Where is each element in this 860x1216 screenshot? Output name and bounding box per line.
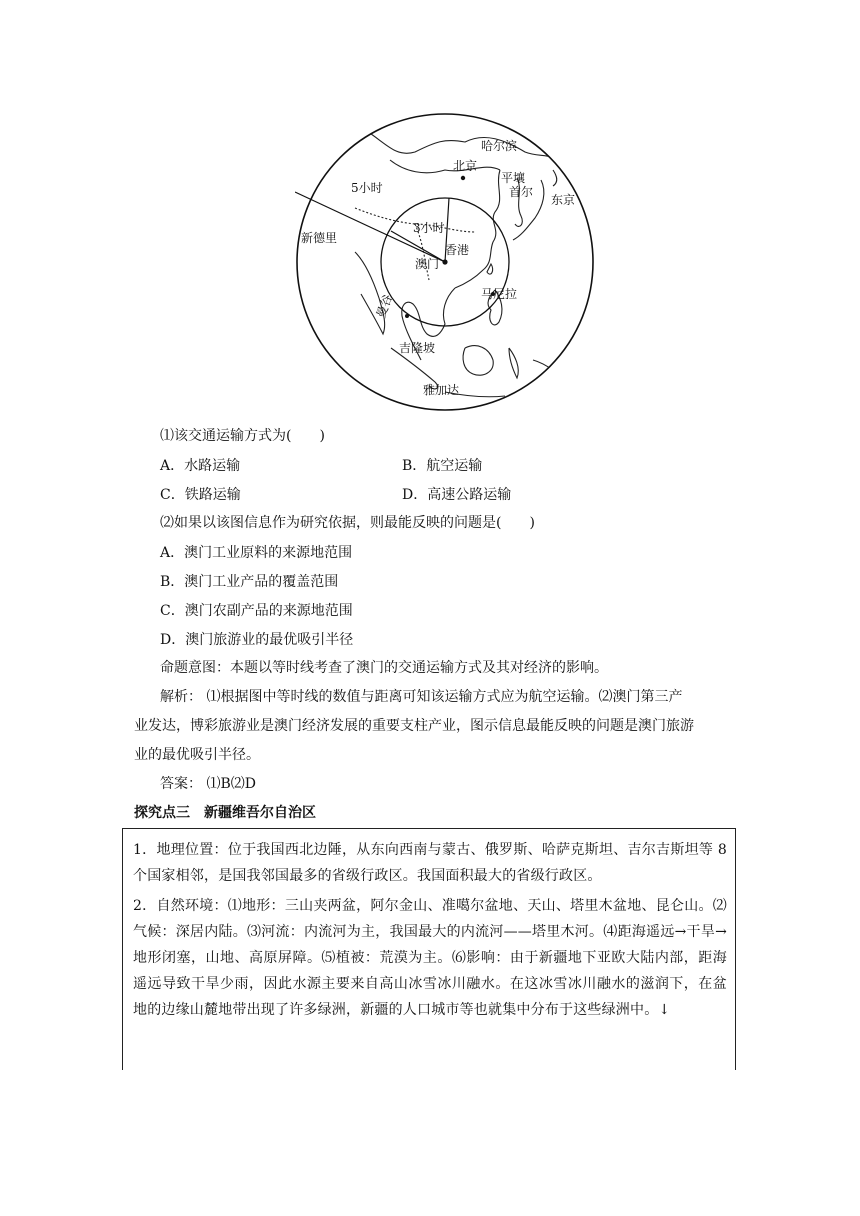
q2-option-c: C．澳门农副产品的来源地范围 [160,603,353,619]
q2-option-a: A．澳门工业原料的来源地范围 [160,545,353,561]
map-label-harbin: 哈尔滨 [481,139,518,153]
map-label-manila: 马尼拉 [481,287,518,301]
info-paragraph-location: 1．地理位置：位于我国西北边陲，从东向西南与蒙古、俄罗斯、哈萨克斯坦、吉尔吉斯坦等 8 个国家相邻，是国我邻国最多的省级行政区。我国面积最大的省级行政区。 [133,842,727,884]
q1-option-b: B．航空运输 [402,458,483,474]
answer: 答案： ⑴B⑵D [160,776,256,792]
info-box [122,828,736,1070]
analysis-line-3: 业的最优吸引半径。 [134,747,260,763]
map-label-bangkok: 曼谷 [373,292,396,320]
isochrone-map [295,112,595,412]
map-label-macau: 澳门 [415,257,440,271]
analysis-line-1: 解析： ⑴根据图中等时线的数值与距离可知该运输方式应为航空运输。⑵澳门第三产 [160,689,683,705]
map-label-tokyo: 东京 [551,193,576,207]
map-label-seoul: 首尔 [509,185,534,199]
q1-option-c: C．铁路运输 [160,487,241,503]
map-label-jakarta: 雅加达 [423,383,460,397]
q2-option-b: B．澳门工业产品的覆盖范围 [160,574,339,590]
q2-stem: ⑵如果以该图信息作为研究依据，则最能反映的问题是( ) [160,515,535,531]
q1-stem: ⑴该交通运输方式为( ) [160,428,325,444]
section-title: 探究点三 新疆维吾尔自治区 [134,805,316,821]
info-paragraph-environment: 2．自然环境：⑴地形：三山夹两盆，阿尔金山、准噶尔盆地、天山、塔里木盆地、昆仑山。⑵气候：深居内陆。⑶河流：内流河为主，我国最大的内流河——塔里木河。⑷距海遥远→干旱→地形闭塞，山地、高原屏障。⑸植被：荒漠为主。⑹影响：由于新疆地下亚欧大陆内部，距海遥远导致干旱少雨，因此水源主要来自高山冰雪冰川融水。在这冰雪冰川融水的滋润下，在盆地的边缘山麓地带出现了许多绿洲，新疆的人口城市等也就集中分布于这些绿洲中。↓ [133,898,727,1018]
map-label-new-delhi: 新德里 [301,231,338,245]
question-intent: 命题意图：本题以等时线考查了澳门的交通运输方式及其对经济的影响。 [160,660,608,676]
q1-option-a: A．水路运输 [160,458,241,474]
q1-option-d: D．高速公路运输 [402,487,512,503]
map-label-hongkong: 香港 [445,243,470,257]
map-label-kualalumpur: 吉隆坡 [399,341,436,355]
q2-option-d: D．澳门旅游业的最优吸引半径 [160,632,354,648]
map-label-five-hours: 5小时 [351,181,383,195]
analysis-line-2: 业发达，博彩旅游业是澳门经济发展的重要支柱产业，图示信息最能反映的问题是澳门旅游 [134,718,694,734]
map-label-three-hours: 3小时 [413,221,445,235]
map-label-pyongyang: 平壤 [501,171,526,185]
map-label-beijing: 北京 [453,159,478,173]
